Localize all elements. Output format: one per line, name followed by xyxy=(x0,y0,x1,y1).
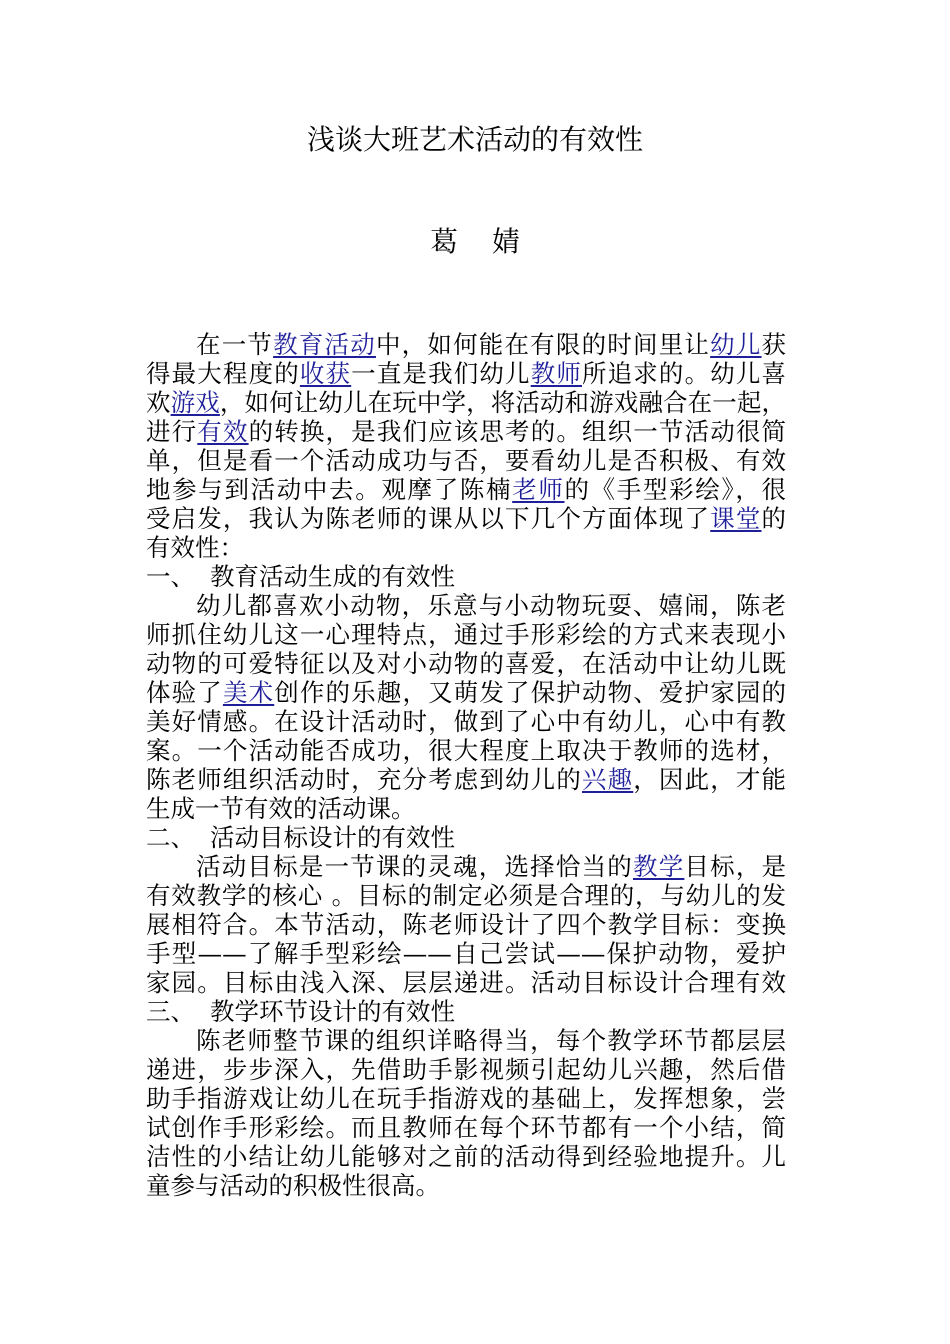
author-name-first: 葛 xyxy=(429,225,458,258)
keyword-link[interactable]: 兴趣 xyxy=(581,765,634,794)
text-line: 试创作手形彩绘。而且教师在每个环节都有一个小结，简 xyxy=(146,1113,786,1142)
keyword-link[interactable]: 老师 xyxy=(512,475,565,504)
text-line: 单，但是看一个活动成功与否，要看幼儿是否积极、有效 xyxy=(146,446,786,475)
section-heading-text: 教育活动生成的有效性 xyxy=(210,562,455,591)
section-heading-text: 教学环节设计的有效性 xyxy=(210,997,455,1026)
paragraph-section-1 xyxy=(146,591,786,823)
text-line: 陈老师组织活动时，充分考虑到幼儿的兴趣，因此，才能 xyxy=(146,765,787,794)
paragraph-intro xyxy=(146,330,786,562)
text-line: 进行有效的转换，是我们应该思考的。组织一节活动很简 xyxy=(146,417,787,446)
section-heading xyxy=(146,997,786,1026)
text-line: 幼儿都喜欢小动物，乐意与小动物玩耍、嬉闹，陈老 xyxy=(196,591,786,620)
text-line: 助手指游戏让幼儿在玩手指游戏的基础上，发挥想象，尝 xyxy=(146,1084,786,1113)
section-number: 二、 xyxy=(146,823,195,852)
keyword-link[interactable]: 教育活动 xyxy=(273,330,376,359)
text-line: 在一节教育活动中，如何能在有限的时间里让幼儿获 xyxy=(196,330,787,359)
text-line: 师抓住幼儿这一心理特点，通过手形彩绘的方式来表现小 xyxy=(146,620,786,649)
keyword-link[interactable]: 有效 xyxy=(197,417,249,446)
section-heading xyxy=(146,823,786,852)
text-line: 陈老师整节课的组织详略得当，每个教学环节都层层 xyxy=(196,1026,786,1055)
text-line: 展相符合。本节活动，陈老师设计了四个教学目标：变换 xyxy=(146,910,786,939)
author-name xyxy=(0,222,950,262)
paragraph-section-3 xyxy=(146,1026,786,1200)
keyword-link[interactable]: 课堂 xyxy=(710,504,762,533)
section-heading xyxy=(146,562,786,591)
text-line: 体验了美术创作的乐趣，又萌发了保护动物、爱护家园的 xyxy=(146,678,787,707)
paragraph-section-2 xyxy=(146,852,786,997)
text-line: 美好情感。在设计活动时，做到了心中有幼儿，心中有教 xyxy=(146,707,786,736)
text-line: 受启发，我认为陈老师的课从以下几个方面体现了课堂的 xyxy=(146,504,787,533)
text-line: 生成一节有效的活动课。 xyxy=(146,794,416,823)
author-name-second: 婧 xyxy=(492,225,521,258)
text-line: 手型——了解手型彩绘——自己尝试——保护动物，爱护 xyxy=(146,939,786,968)
keyword-link[interactable]: 游戏 xyxy=(170,388,220,417)
keyword-link[interactable]: 教师 xyxy=(530,359,582,388)
text-line: 家园。目标由浅入深、层层递进。活动目标设计合理有效 xyxy=(146,968,786,997)
text-line: 活动目标是一节课的灵魂，选择恰当的教学目标，是 xyxy=(196,852,787,881)
text-line: 有效教学的核心 。目标的制定必须是合理的，与幼儿的发 xyxy=(146,881,786,910)
keyword-link[interactable]: 美术 xyxy=(222,678,275,707)
section-heading-text: 活动目标设计的有效性 xyxy=(210,823,455,852)
text-line: 洁性的小结让幼儿能够对之前的活动得到经验地提升。儿 xyxy=(146,1142,786,1171)
text-line: 案。一个活动能否成功，很大程度上取决于教师的选材， xyxy=(146,736,786,765)
document-title: 浅谈大班艺术活动的有效性 xyxy=(306,123,643,156)
keyword-link[interactable]: 收获 xyxy=(299,359,352,388)
text-line: 动物的可爱特征以及对小动物的喜爱，在活动中让幼儿既 xyxy=(146,649,786,678)
article-body xyxy=(146,330,786,1200)
text-line: 地参与到活动中去。观摩了陈楠老师的《手型彩绘》，很 xyxy=(146,475,786,504)
text-line: 童参与活动的积极性很高。 xyxy=(146,1171,440,1200)
section-number: 三、 xyxy=(146,997,195,1026)
text-line: 欢游戏，如何让幼儿在玩中学，将活动和游戏融合在一起， xyxy=(146,388,787,417)
keyword-link[interactable]: 教学 xyxy=(632,852,685,881)
section-number: 一、 xyxy=(146,562,195,591)
text-line: 有效性： xyxy=(146,533,244,562)
text-line: 递进，步步深入，先借助手影视频引起幼儿兴趣，然后借 xyxy=(146,1055,786,1084)
keyword-link[interactable]: 幼儿 xyxy=(710,330,762,359)
text-line: 得最大程度的收获一直是我们幼儿教师所追求的。幼儿喜 xyxy=(146,359,787,388)
